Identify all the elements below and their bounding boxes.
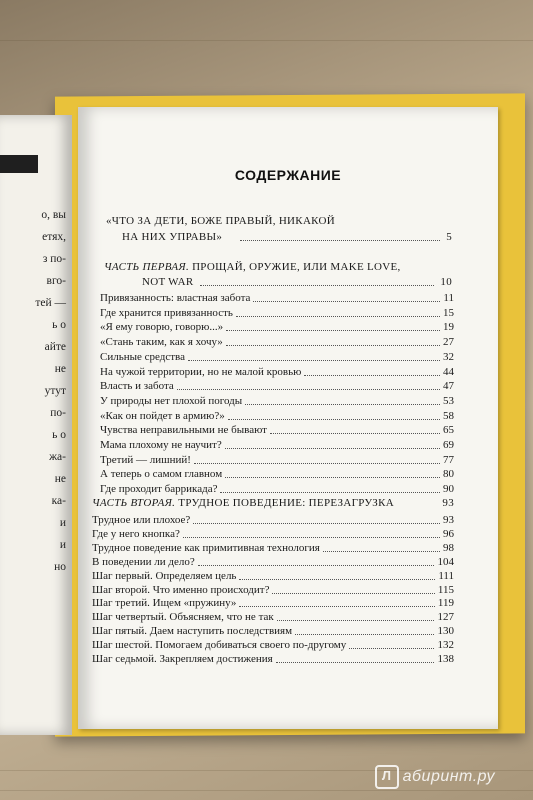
left-page-fragment: вго- (46, 275, 66, 287)
toc-entry-title: Шаг второй. Что именно происходит? (92, 583, 270, 596)
part1-title-1: ПРОЩАЙ, ОРУЖИЕ, ИЛИ MAKE LOVE, (192, 261, 401, 273)
toc-entry-page: 58 (443, 409, 454, 422)
toc-entry-page: 11 (443, 292, 454, 304)
left-page-fragment: но (54, 561, 66, 573)
toc-entry-page: 96 (443, 527, 454, 540)
toc-entry-title: «Стань таким, как я хочу» (100, 336, 223, 349)
toc-entry-title: Третий — лишний! (100, 453, 191, 466)
toc-entry-title: Шаг шестой. Помогаем добиваться своего по-другому (92, 639, 347, 652)
toc-entry-title: Где у него кнопка? (92, 527, 180, 540)
left-page-fragment: не (54, 473, 66, 485)
toc-entry-page: 15 (443, 306, 454, 319)
left-page-fragment: по- (50, 407, 66, 419)
toc-entry-title: «Я ему говорю, говорю...» (100, 321, 224, 334)
left-page-fragment: жа- (49, 451, 66, 463)
toc-intro-title-1: «ЧТО ЗА ДЕТИ, БОЖЕ ПРАВЫЙ, НИКАКОЙ (106, 215, 336, 227)
toc-entry-page: 69 (443, 439, 454, 451)
toc-entry-page: 130 (437, 625, 454, 638)
toc-entry-page: 104 (437, 555, 454, 568)
toc-entry-page: 111 (438, 569, 454, 582)
toc-entry-title: Чувства неправильными не бывают (100, 424, 267, 437)
toc-heading: СОДЕРЖАНИЕ (234, 167, 342, 183)
toc-entry-title: Шаг третий. Ищем «пружину» (92, 597, 237, 610)
left-page-fragment: тей — (35, 297, 66, 309)
toc-entry-title: Трудное или плохое? (92, 514, 191, 526)
toc-entry-page: 127 (437, 611, 454, 624)
part2-label: ЧАСТЬ ВТОРАЯ. (92, 497, 176, 509)
toc-entry-page: 132 (437, 639, 454, 652)
left-page-fragment: етях, (42, 231, 66, 243)
toc-entry-page: 47 (443, 380, 454, 393)
watermark-text: абиринт.ру (402, 768, 495, 786)
part2-page: 93 (442, 497, 454, 509)
toc-intro-page: 5 (446, 231, 452, 243)
toc-entry-page: 119 (437, 597, 454, 610)
toc-entry-title: Трудное поведение как примитивная технология (92, 541, 320, 554)
left-page-dark-block (0, 155, 38, 173)
toc-entry-page: 65 (443, 424, 454, 437)
left-page-fragment: айте (44, 341, 66, 353)
toc-entry-page: 90 (443, 483, 454, 496)
toc-entry-page: 115 (437, 583, 454, 596)
part1-page: 10 (440, 276, 452, 288)
toc-entry-title: Шаг пятый. Даем наступить последствиям (92, 625, 293, 638)
toc-entry-page: 80 (443, 468, 454, 481)
labirint-watermark (375, 765, 495, 789)
toc-entry-title: Власть и забота (100, 380, 174, 393)
labirint-logo-icon: Л (375, 765, 399, 789)
toc-entry-page: 98 (443, 541, 454, 554)
left-page-fragment: не (54, 363, 66, 375)
toc-entry-title: Шаг четвертый. Объясняем, что не так (92, 611, 274, 624)
toc-intro-title-2: НА НИХ УПРАВЫ» (122, 231, 223, 243)
toc-entry-title: Где хранится привязанность (100, 306, 233, 319)
left-page-fragment: о, вы (41, 209, 66, 221)
toc-entry-title: А теперь о самом главном (100, 468, 223, 481)
part2-title: ТРУДНОЕ ПОВЕДЕНИЕ: ПЕРЕЗАГРУЗКА (178, 497, 395, 509)
left-page-fragment: ка- (51, 495, 66, 507)
toc-entry-page: 44 (443, 365, 454, 378)
toc-entry-title: У природы нет плохой погоды (100, 394, 243, 407)
toc-entry-page: 27 (443, 336, 454, 349)
toc-entry-title: Шаг первый. Определяем цель (92, 569, 237, 582)
left-page-fragment: з по- (42, 253, 66, 265)
toc-entry-title: На чужой территории, но не малой кровью (100, 365, 302, 378)
left-page-fragment: ь о (52, 429, 66, 441)
toc-entry-page: 32 (443, 350, 454, 363)
toc-entry-title: Где проходит баррикада? (100, 483, 218, 496)
toc-entry-title: В поведении ли дело? (92, 555, 195, 568)
toc-entry-page: 53 (443, 394, 454, 407)
book (0, 95, 530, 750)
part1-title-2: NOT WAR (142, 276, 194, 288)
left-page-fragment: утут (44, 385, 66, 397)
toc-page (78, 107, 498, 729)
left-page-fragment: и (59, 539, 66, 551)
toc-entry-title: Сильные средства (100, 350, 185, 363)
toc-entry-page: 93 (443, 514, 454, 526)
toc-entry-title: Привязанность: властная забота (100, 292, 251, 304)
toc-entry-title: Мама плохому не научит? (100, 439, 222, 451)
toc-entry-title: Шаг седьмой. Закрепляем достижения (92, 653, 273, 665)
toc-entry-title: «Как он пойдет в армию?» (100, 409, 225, 422)
left-page (0, 115, 72, 735)
left-page-fragment: ь о (52, 319, 66, 331)
toc-entry-page: 19 (443, 321, 454, 334)
part1-label: ЧАСТЬ ПЕРВАЯ. (104, 261, 189, 273)
left-page-fragment: и (59, 517, 66, 529)
toc-entry-page: 77 (443, 453, 454, 466)
toc-entry-page: 138 (437, 653, 454, 665)
